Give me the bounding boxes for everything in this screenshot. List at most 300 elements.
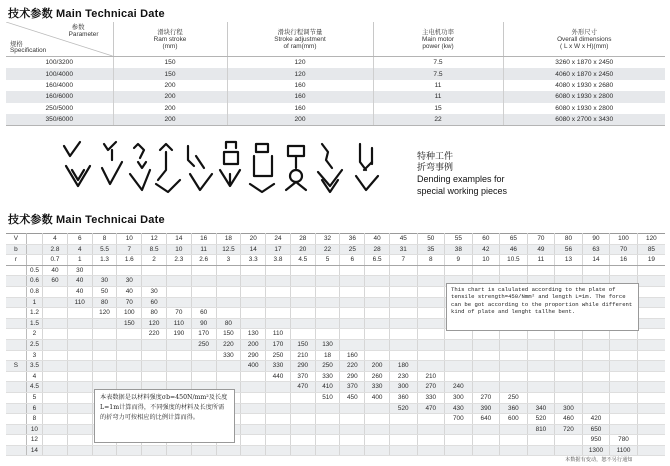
table-cell: 14 (582, 255, 610, 266)
table-cell: 12.5 (216, 244, 241, 255)
table-cell: 270 (472, 392, 500, 403)
table-cell: 470 (290, 382, 315, 393)
header-spec-en: Specification (10, 47, 47, 54)
thickness-cell: 14 (26, 445, 42, 456)
table-cell (390, 339, 418, 350)
table-cell (610, 382, 638, 393)
table-cell: 28 (365, 244, 390, 255)
table-cell (555, 361, 583, 372)
table-cell: 6 (67, 234, 92, 245)
table-cell: 10.5 (500, 255, 528, 266)
table-cell: 14 (166, 234, 191, 245)
table-cell: 300 (555, 403, 583, 414)
table-cell (191, 371, 216, 382)
table-cell (315, 414, 340, 425)
table-cell (315, 424, 340, 435)
table-cell (166, 371, 191, 382)
table-cell: 40 (117, 286, 142, 297)
table-cell: 22 (315, 244, 340, 255)
footer-note: 本数据有变动，恕不另行通知 (565, 457, 633, 463)
table-cell (445, 339, 473, 350)
table-cell (340, 276, 365, 287)
table-cell: 6080 x 2700 x 3430 (503, 114, 665, 126)
table-cell (191, 297, 216, 308)
thickness-cell: 1 (26, 297, 42, 308)
table-cell: 110 (166, 318, 191, 329)
table-cell: 80 (142, 308, 167, 319)
table-cell (445, 350, 473, 361)
table-cell (555, 392, 583, 403)
table-cell (637, 435, 665, 446)
table-cell (500, 382, 528, 393)
table-cell (191, 361, 216, 372)
table-cell (315, 286, 340, 297)
table-cell (637, 361, 665, 372)
table-cell: 810 (527, 424, 555, 435)
table-cell (67, 403, 92, 414)
table-cell (241, 276, 266, 287)
table-cell: 220 (142, 329, 167, 340)
table-cell: 250 (191, 339, 216, 350)
table-cell (117, 265, 142, 276)
table-cell (365, 329, 390, 340)
table-cell (365, 445, 390, 456)
table-cell (67, 445, 92, 456)
table-row-r (6, 255, 665, 266)
table-cell (340, 435, 365, 446)
table-cell: 30 (92, 276, 117, 287)
table-cell: 4 (67, 244, 92, 255)
table-cell: 2.3 (166, 255, 191, 266)
table-cell: 640 (472, 414, 500, 425)
die-set-icon (286, 146, 306, 190)
table-cell (417, 445, 445, 456)
table-cell: 6 (340, 255, 365, 266)
table-cell (527, 350, 555, 361)
table-cell (67, 392, 92, 403)
table-cell (390, 329, 418, 340)
table-cell (527, 265, 555, 276)
table-cell (241, 308, 266, 319)
table-cell (340, 414, 365, 425)
table-cell (266, 435, 291, 446)
table-cell: 10 (472, 255, 500, 266)
table-cell (117, 350, 142, 361)
table-cell: 390 (472, 403, 500, 414)
table-cell (43, 445, 68, 456)
table-row-v (6, 234, 665, 245)
table-cell (365, 276, 390, 287)
table-cell (340, 445, 365, 456)
table-cell (445, 445, 473, 456)
table-cell (527, 382, 555, 393)
table-cell (290, 445, 315, 456)
table-cell: 2 (142, 255, 167, 266)
table-cell: 46 (500, 244, 528, 255)
table-cell (582, 371, 610, 382)
table-cell (43, 414, 68, 425)
table-cell: 130 (315, 339, 340, 350)
angle-bend-icon (102, 142, 122, 184)
table-cell (142, 361, 167, 372)
table-cell (67, 339, 92, 350)
table-cell: 65 (500, 234, 528, 245)
table-cell (315, 308, 340, 319)
table-cell (166, 265, 191, 276)
table-cell: 31 (390, 244, 418, 255)
table-cell (241, 382, 266, 393)
table-cell (142, 276, 167, 287)
table-cell: 80 (555, 234, 583, 245)
table-cell (43, 392, 68, 403)
spec-table-header (6, 22, 665, 57)
table-cell: 150 (117, 318, 142, 329)
table-cell: 30 (117, 276, 142, 287)
table-cell: 220 (340, 361, 365, 372)
table-cell: 50 (92, 286, 117, 297)
table-cell (365, 424, 390, 435)
table-cell: 12 (142, 234, 167, 245)
table-cell (315, 403, 340, 414)
table-row (6, 103, 665, 114)
table-cell: 330 (216, 350, 241, 361)
row-label (6, 265, 26, 276)
table-row (6, 265, 665, 276)
table-cell: 100 (610, 234, 638, 245)
table-cell (43, 371, 68, 382)
table-cell (417, 329, 445, 340)
table-cell: 2.6 (191, 255, 216, 266)
table-cell: 650 (582, 424, 610, 435)
table-cell (610, 350, 638, 361)
table-cell: 4 (43, 234, 68, 245)
table-cell (216, 276, 241, 287)
table-cell: 50 (417, 234, 445, 245)
table-cell (417, 361, 445, 372)
table-cell: 38 (445, 244, 473, 255)
table-cell (610, 424, 638, 435)
table-cell: 8.5 (142, 244, 167, 255)
table-cell (67, 435, 92, 446)
table-cell (527, 339, 555, 350)
table-cell (142, 265, 167, 276)
table-cell: 220 (216, 339, 241, 350)
table-cell (472, 424, 500, 435)
table-cell: 250 (266, 350, 291, 361)
thickness-cell: 1.5 (26, 318, 42, 329)
table-cell: 450 (340, 392, 365, 403)
table-cell (472, 265, 500, 276)
table-cell: 49 (527, 244, 555, 255)
table-cell (216, 297, 241, 308)
table-cell (266, 276, 291, 287)
table-cell: 80 (216, 318, 241, 329)
table-cell: 10 (117, 234, 142, 245)
table-cell: 300 (390, 382, 418, 393)
table-cell: 6080 x 1930 x 2800 (503, 91, 665, 102)
table-cell (365, 308, 390, 319)
header-stroke-adjustment: 滑块行程调节量 Stroke adjustment of ram(mm) (227, 22, 373, 57)
table-cell: 360 (390, 392, 418, 403)
table-cell (582, 361, 610, 372)
table-cell: 510 (315, 392, 340, 403)
table-cell (290, 403, 315, 414)
table-cell (365, 297, 390, 308)
table-cell (92, 339, 117, 350)
table-cell (92, 318, 117, 329)
table-cell (527, 445, 555, 456)
table-cell: 6080 x 1930 x 2800 (555, 104, 614, 112)
table-cell (417, 286, 445, 297)
table-cell (417, 414, 445, 425)
row-label (6, 308, 26, 319)
thickness-cell: 8 (26, 414, 42, 425)
table-cell (191, 265, 216, 276)
table-cell: 11 (527, 255, 555, 266)
table-cell (610, 339, 638, 350)
table-cell (527, 435, 555, 446)
table-cell (266, 318, 291, 329)
table-cell: 170 (191, 329, 216, 340)
table-cell (365, 318, 390, 329)
table-cell (417, 339, 445, 350)
thickness-cell: 3.5 (26, 361, 42, 372)
table-cell: 350/6000 (6, 114, 113, 126)
table-cell (315, 297, 340, 308)
table-cell (417, 424, 445, 435)
table-cell (290, 297, 315, 308)
row-label (6, 435, 26, 446)
table-cell (390, 318, 418, 329)
table-cell: 3260 x 1870 x 2450 (555, 59, 614, 67)
table-cell (241, 392, 266, 403)
table-cell: 36 (340, 234, 365, 245)
table-cell: 700 (445, 414, 473, 425)
row-label: b (6, 244, 26, 255)
table-cell (241, 403, 266, 414)
table-cell: 250/5000 (6, 103, 113, 114)
table-cell (390, 276, 418, 287)
table-cell (390, 297, 418, 308)
table-cell: 180 (390, 361, 418, 372)
row-label: S (6, 361, 26, 372)
table-cell (637, 308, 665, 319)
table-cell (266, 286, 291, 297)
table-cell (191, 276, 216, 287)
table-cell (67, 371, 92, 382)
table-cell (637, 392, 665, 403)
table-cell (610, 403, 638, 414)
table-cell (610, 371, 638, 382)
table-cell (142, 350, 167, 361)
table-cell (117, 371, 142, 382)
table-cell: 5 (315, 255, 340, 266)
table-cell (340, 286, 365, 297)
table-cell (43, 350, 68, 361)
table-cell: 160/4000 (6, 80, 113, 91)
table-cell: 24 (266, 234, 291, 245)
table-cell (527, 371, 555, 382)
table-cell: 230 (390, 371, 418, 382)
table-cell (637, 403, 665, 414)
table-cell: 110 (266, 329, 291, 340)
section-title-bending-table: 技术参数 Main Technicai Date (8, 214, 165, 226)
table-cell (637, 276, 665, 287)
table-cell (637, 286, 665, 297)
table-cell: 440 (266, 371, 291, 382)
table-cell (166, 445, 191, 456)
table-cell: 9 (445, 255, 473, 266)
table-cell (92, 371, 117, 382)
table-cell (500, 435, 528, 446)
table-cell (637, 350, 665, 361)
header-overall-dimensions: 外形尺寸 Overall dimensions ( L x W x H)(mm) (503, 22, 665, 57)
table-cell (555, 350, 583, 361)
thickness-cell: 0.6 (26, 276, 42, 287)
channel-bend-icon (64, 142, 90, 186)
table-cell (216, 445, 241, 456)
table-cell (417, 276, 445, 287)
table-cell: 330 (266, 361, 291, 372)
table-cell: 290 (340, 371, 365, 382)
table-cell: 6.5 (365, 255, 390, 266)
table-cell (472, 339, 500, 350)
table-cell (445, 361, 473, 372)
table-cell: 520 (527, 414, 555, 425)
table-cell: 370 (290, 371, 315, 382)
table-cell: 200 (113, 114, 227, 126)
table-cell (166, 350, 191, 361)
thickness-cell: 4.5 (26, 382, 42, 393)
table-row (6, 361, 665, 372)
table-cell (290, 318, 315, 329)
table-cell (290, 265, 315, 276)
table-cell (67, 329, 92, 340)
table-cell: 25 (340, 244, 365, 255)
table-cell: 1300 (582, 445, 610, 456)
table-row (6, 339, 665, 350)
table-cell: 40 (365, 234, 390, 245)
table-cell (216, 371, 241, 382)
table-row (6, 350, 665, 361)
table-cell (43, 361, 68, 372)
table-cell (92, 445, 117, 456)
table-cell: 400 (365, 392, 390, 403)
table-cell (266, 424, 291, 435)
table-cell (142, 339, 167, 350)
thickness-cell: 2.5 (26, 339, 42, 350)
table-cell (582, 403, 610, 414)
table-cell (241, 371, 266, 382)
row-label (6, 286, 26, 297)
table-cell (241, 286, 266, 297)
header-param-en: Parameter (68, 31, 99, 38)
row-label (6, 297, 26, 308)
table-cell (241, 318, 266, 329)
u-channel-icon (250, 144, 274, 192)
table-cell: 20 (241, 234, 266, 245)
z-bend-icon (188, 146, 212, 190)
table-cell (315, 445, 340, 456)
table-cell (43, 403, 68, 414)
table-cell: 410 (315, 382, 340, 393)
table-cell: 720 (555, 424, 583, 435)
table-cell (390, 424, 418, 435)
table-cell: 120 (637, 234, 665, 245)
table-cell (610, 265, 638, 276)
table-cell (445, 265, 473, 276)
table-cell (365, 350, 390, 361)
table-cell: 200 (365, 361, 390, 372)
table-row (6, 371, 665, 382)
table-cell: 160 (227, 80, 373, 91)
table-cell (166, 297, 191, 308)
table-cell (417, 350, 445, 361)
table-cell (241, 445, 266, 456)
thickness-cell: 0.5 (26, 265, 42, 276)
table-cell: 430 (445, 403, 473, 414)
table-cell (472, 361, 500, 372)
table-cell: 160 (340, 350, 365, 361)
table-cell (417, 435, 445, 446)
row-label (6, 339, 26, 350)
table-cell (166, 276, 191, 287)
table-cell: 200 (113, 91, 227, 102)
table-cell: 22 (373, 114, 503, 126)
table-cell: 11 (373, 91, 503, 102)
table-cell: 70 (117, 297, 142, 308)
table-cell: 150 (113, 57, 227, 69)
table-cell (142, 445, 167, 456)
table-cell (43, 329, 68, 340)
table-cell (290, 286, 315, 297)
table-cell: 7.5 (373, 57, 503, 69)
table-cell (472, 382, 500, 393)
table-cell: 330 (315, 371, 340, 382)
row-label (6, 414, 26, 425)
table-cell (417, 308, 445, 319)
table-cell: 3.3 (241, 255, 266, 266)
table-cell: 300 (445, 392, 473, 403)
table-cell (67, 308, 92, 319)
table-cell: 90 (191, 318, 216, 329)
table-cell: 11 (191, 244, 216, 255)
thickness-cell: 6 (26, 403, 42, 414)
table-cell: 8 (92, 234, 117, 245)
table-cell (500, 371, 528, 382)
table-cell: 55 (445, 234, 473, 245)
table-cell: 120 (142, 318, 167, 329)
table-cell (92, 361, 117, 372)
table-cell (390, 308, 418, 319)
table-cell (500, 339, 528, 350)
row-label (6, 424, 26, 435)
table-cell: 4.5 (290, 255, 315, 266)
table-cell: 18 (216, 234, 241, 245)
table-cell: 3.8 (266, 255, 291, 266)
row-label (6, 445, 26, 456)
table-cell (555, 339, 583, 350)
table-cell (43, 308, 68, 319)
table-cell: 0.7 (43, 255, 68, 266)
table-row (6, 68, 665, 79)
table-cell (365, 265, 390, 276)
table-cell (43, 286, 68, 297)
row-label (6, 403, 26, 414)
table-cell (340, 297, 365, 308)
table-cell (555, 445, 583, 456)
table-cell (241, 424, 266, 435)
